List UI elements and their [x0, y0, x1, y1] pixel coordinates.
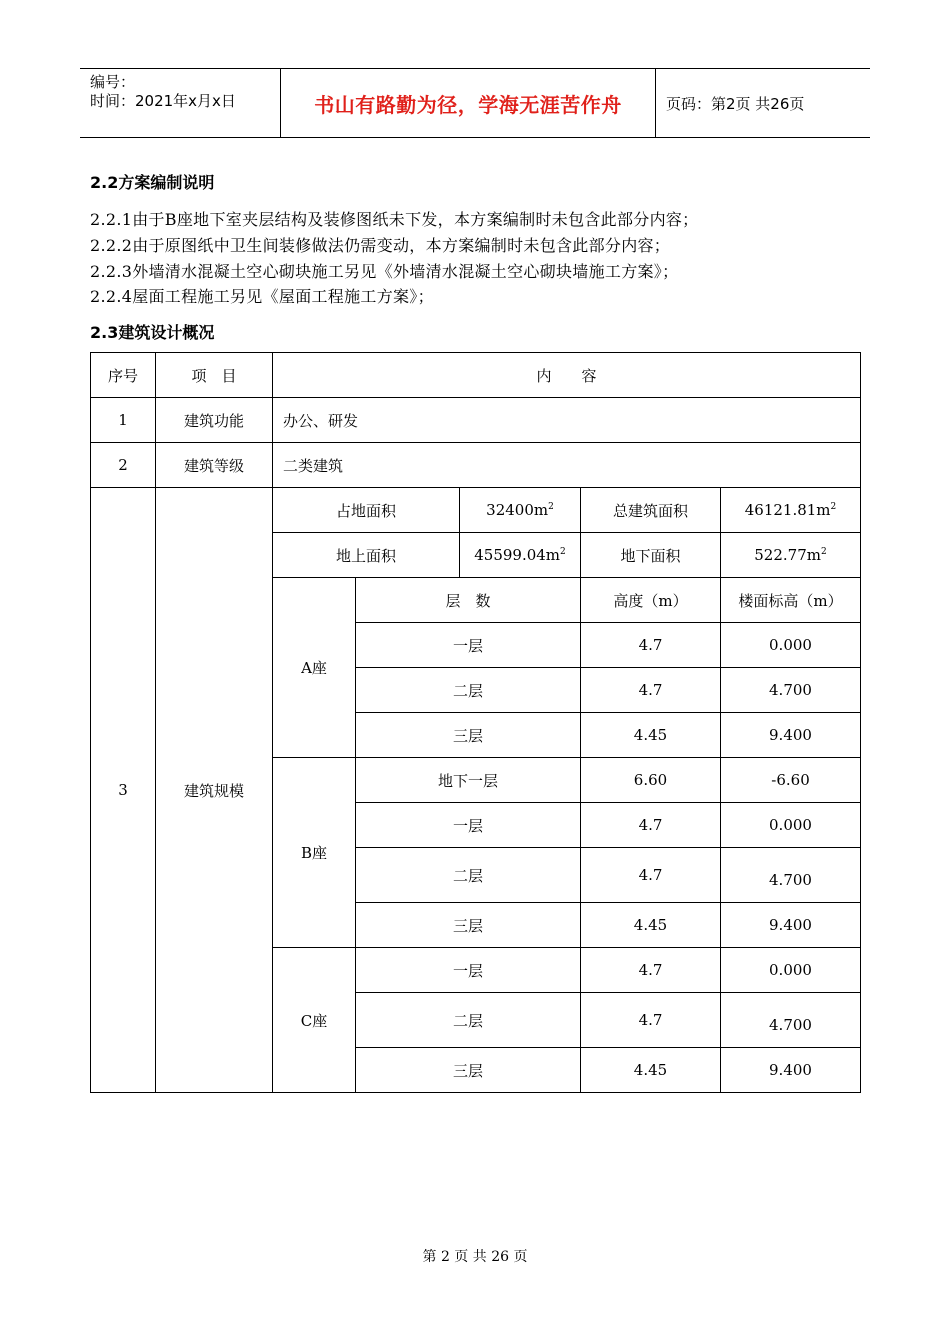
elevation-cell: 4.700: [721, 993, 861, 1048]
table-row: [91, 488, 861, 533]
row2-item: 建筑等级: [156, 443, 273, 488]
total-area-label: 总建筑面积: [581, 488, 721, 533]
row3-item: 建筑规模: [156, 488, 273, 1093]
elevation-cell: 4.700: [721, 668, 861, 713]
section-2-2-item-3: 2.2.3外墙清水混凝土空心砌块施工另见《外墙清水混凝土空心砌块墙施工方案》；: [90, 262, 679, 281]
row1-content: 办公、研发: [273, 398, 861, 443]
height-cell: 6.60: [581, 758, 721, 803]
table-row: [91, 398, 861, 443]
height-cell: 4.7: [581, 993, 721, 1048]
header-time-label: 时间：2021年x月x日: [90, 92, 236, 110]
floor-cell: 一层: [356, 623, 581, 668]
section-2-2-item-2: 2.2.2由于原图纸中卫生间装修做法仍需变动，本方案编制时未包含此部分内容；: [90, 236, 671, 255]
header-content: 内 容: [273, 353, 861, 398]
row2-no: 2: [91, 443, 156, 488]
header-number-label: 编号：: [90, 73, 136, 91]
row1-item: 建筑功能: [156, 398, 273, 443]
height-cell: 4.7: [581, 623, 721, 668]
elevation-cell: 4.700: [721, 848, 861, 903]
header-slogan: 书山有路勤为径，学海无涯苦作舟: [280, 69, 656, 137]
height-cell: 4.7: [581, 668, 721, 713]
height-cell: 4.7: [581, 848, 721, 903]
above-area-label: 地上面积: [273, 533, 460, 578]
block-b-name: B座: [273, 758, 356, 948]
floor-cell: 三层: [356, 903, 581, 948]
header-no: 序号: [91, 353, 156, 398]
building-overview-table: [90, 352, 861, 1093]
row1-no: 1: [91, 398, 156, 443]
floor-cell: 一层: [356, 948, 581, 993]
elevation-cell: -6.60: [721, 758, 861, 803]
section-2-2-item-1: 2.2.1由于B座地下室夹层结构及装修图纸未下发，本方案编制时未包含此部分内容；: [90, 210, 699, 229]
height-cell: 4.45: [581, 903, 721, 948]
floor-cell: 三层: [356, 1048, 581, 1093]
page-footer: 第 2 页 共 26 页: [422, 1249, 528, 1265]
total-area-value: $46121.81m^2$: [721, 488, 861, 533]
below-area-label: 地下面积: [581, 533, 721, 578]
elevation-cell: 0.000: [721, 623, 861, 668]
floor-cell: 地下一层: [356, 758, 581, 803]
section-2-3-title: 2.3建筑设计概况: [90, 323, 215, 342]
height-cell: 4.7: [581, 803, 721, 848]
above-area-value: $45599.04m^2$: [460, 533, 581, 578]
height-cell: 4.45: [581, 1048, 721, 1093]
table-header-row: [91, 353, 861, 398]
block-a-name: A座: [273, 578, 356, 758]
floors-header: 层 数: [356, 578, 581, 623]
page-header: [80, 68, 870, 138]
elevation-cell: 9.400: [721, 1048, 861, 1093]
floor-cell: 二层: [356, 993, 581, 1048]
table-row: [91, 443, 861, 488]
height-header: 高度（m）: [581, 578, 721, 623]
floor-cell: 一层: [356, 803, 581, 848]
land-area-value: $32400m^2$: [460, 488, 581, 533]
floor-cell: 二层: [356, 848, 581, 903]
floor-cell: 三层: [356, 713, 581, 758]
section-2-2-item-4: 2.2.4屋面工程施工另见《屋面工程施工方案》；: [90, 287, 434, 306]
row3-no: 3: [91, 488, 156, 1093]
elevation-cell: 0.000: [721, 948, 861, 993]
elevation-cell: 0.000: [721, 803, 861, 848]
below-area-value: $522.77m^2$: [721, 533, 861, 578]
section-2-2-title: 2.2方案编制说明: [90, 173, 215, 192]
elevation-cell: 9.400: [721, 713, 861, 758]
elevation-header: 楼面标高（m）: [721, 578, 861, 623]
block-c-name: C座: [273, 948, 356, 1093]
land-area-label: 占地面积: [273, 488, 460, 533]
header-meta: [80, 69, 280, 137]
header-item: 项 目: [156, 353, 273, 398]
height-cell: 4.45: [581, 713, 721, 758]
header-page-info: 页码：第2页 共26页: [666, 94, 805, 113]
row2-content: 二类建筑: [273, 443, 861, 488]
elevation-cell: 9.400: [721, 903, 861, 948]
floor-cell: 二层: [356, 668, 581, 713]
height-cell: 4.7: [581, 948, 721, 993]
